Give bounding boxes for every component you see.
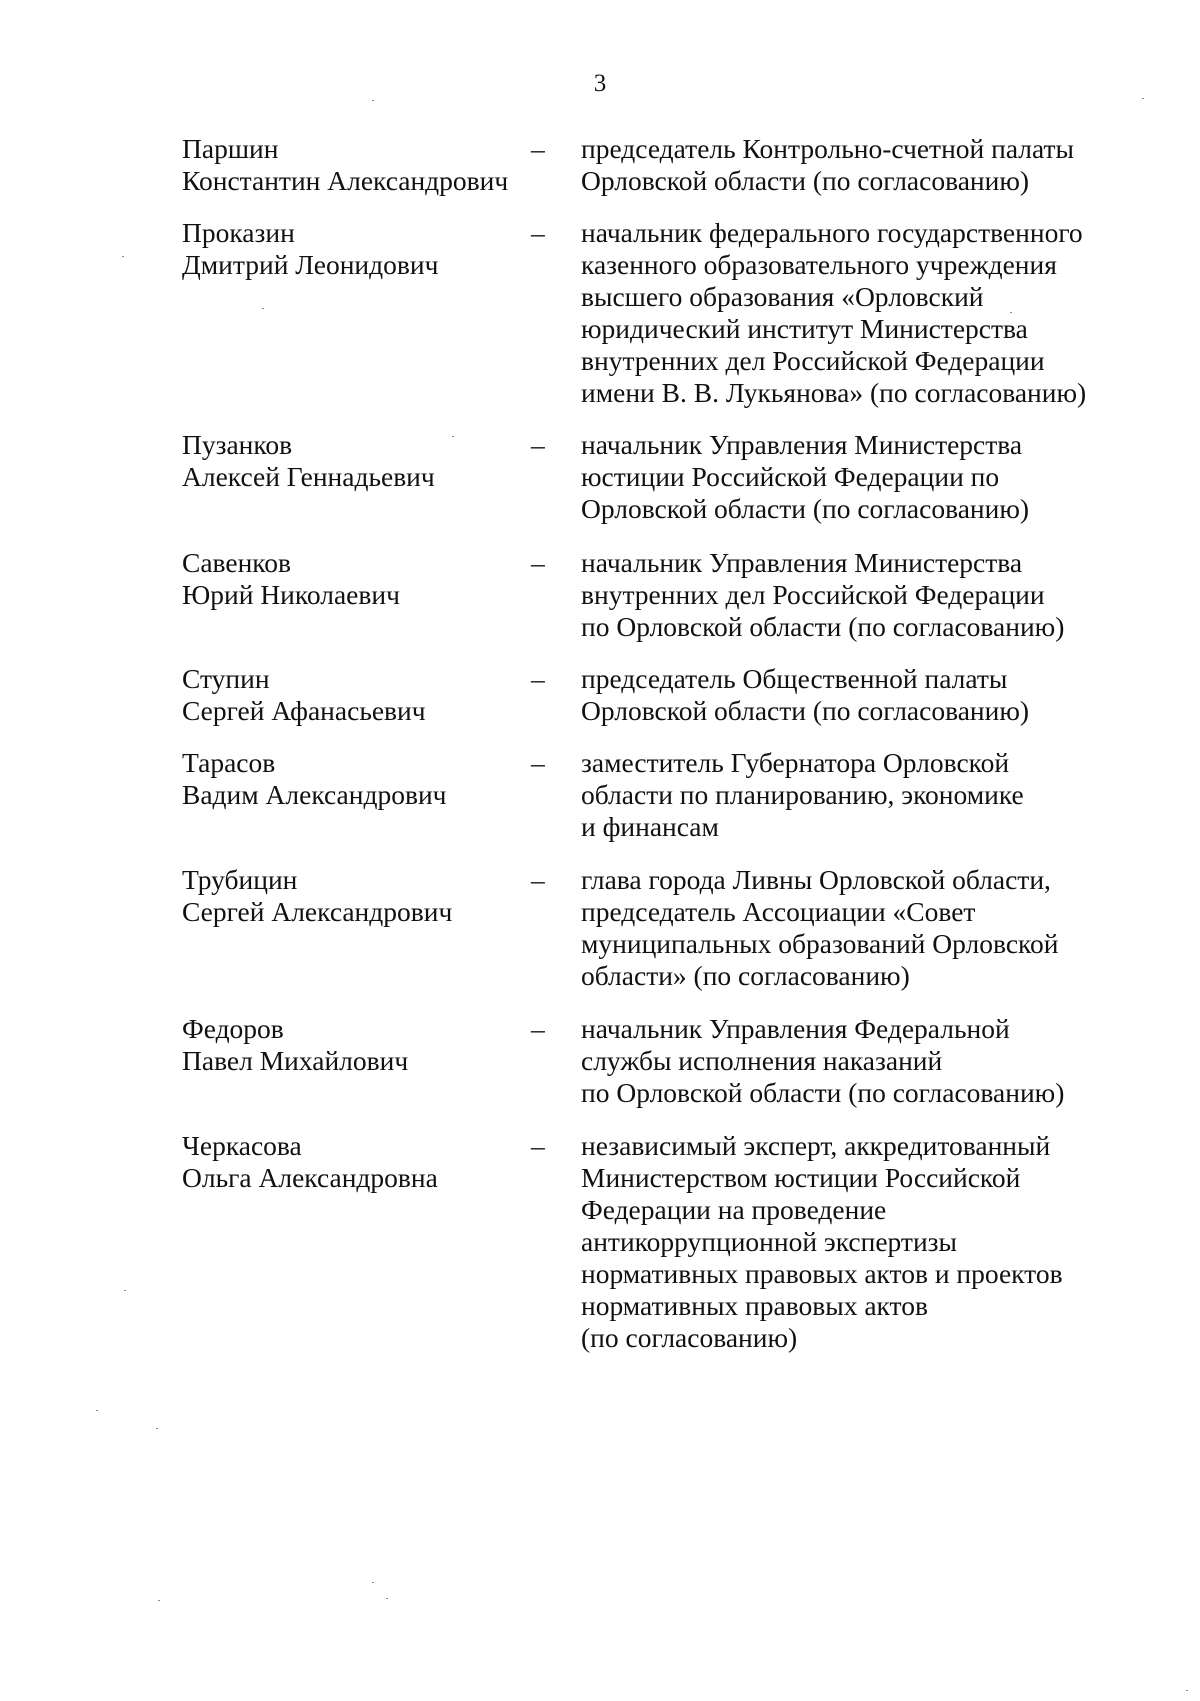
- dash-separator: –: [531, 663, 545, 694]
- position-line: антикоррупционной экспертизы: [581, 1226, 958, 1257]
- position-line: внутренних дел Российской Федерации: [581, 579, 1045, 610]
- scan-speck: [1010, 312, 1012, 313]
- member-position: [581, 747, 1121, 843]
- position-line: глава города Ливны Орловской области,: [581, 864, 1051, 895]
- position-line: и финансам: [581, 811, 719, 842]
- scan-speck: [262, 308, 264, 309]
- position-line: Орловской области (по согласованию): [581, 165, 1030, 196]
- dash-separator: –: [531, 429, 545, 460]
- member-given-names: Юрий Николаевич: [182, 579, 400, 610]
- member-given-names: Сергей Афанасьевич: [182, 695, 426, 726]
- member-surname: Паршин: [182, 133, 279, 164]
- scan-speck: [124, 1290, 126, 1291]
- scan-speck: [452, 436, 454, 437]
- member-name: [182, 217, 522, 281]
- position-line: Орловской области (по согласованию): [581, 493, 1030, 524]
- member-name: [182, 1013, 522, 1077]
- position-line: службы исполнения наказаний: [581, 1045, 943, 1076]
- dash-separator: –: [531, 547, 545, 578]
- position-line: заместитель Губернатора Орловской: [581, 747, 1010, 778]
- position-line: по Орловской области (по согласованию): [581, 611, 1065, 642]
- position-line: председатель Контрольно-счетной палаты: [581, 133, 1074, 164]
- list-item: [0, 747, 1200, 864]
- scan-speck: [158, 1600, 160, 1601]
- member-surname: Ступин: [182, 663, 270, 694]
- member-surname: Трубицин: [182, 864, 298, 895]
- member-given-names: Ольга Александровна: [182, 1162, 438, 1193]
- list-item: [0, 864, 1200, 1013]
- scan-speck: [1186, 1690, 1188, 1691]
- position-line: высшего образования «Орловский: [581, 281, 984, 312]
- member-position: [581, 547, 1121, 643]
- member-name: [182, 547, 522, 611]
- position-line: юстиции Российской Федерации по: [581, 461, 1000, 492]
- position-line: начальник Управления Министерства: [581, 429, 1023, 460]
- member-surname: Пузанков: [182, 429, 293, 460]
- position-line: Орловской области (по согласованию): [581, 695, 1030, 726]
- member-surname: Федоров: [182, 1013, 284, 1044]
- position-line: области по планированию, экономике: [581, 779, 1024, 810]
- member-name: [182, 133, 522, 197]
- position-line: нормативных правовых актов и проектов: [581, 1258, 1063, 1289]
- member-position: [581, 429, 1121, 525]
- dash-separator: –: [531, 1130, 545, 1161]
- position-line: начальник Управления Федеральной: [581, 1013, 1010, 1044]
- member-position: [581, 217, 1121, 409]
- member-surname: Проказин: [182, 217, 295, 248]
- position-line: по Орловской области (по согласованию): [581, 1077, 1065, 1108]
- member-given-names: Алексей Геннадьевич: [182, 461, 435, 492]
- member-surname: Савенков: [182, 547, 291, 578]
- member-given-names: Вадим Александрович: [182, 779, 447, 810]
- list-item: [0, 663, 1200, 747]
- scan-speck: [372, 100, 374, 101]
- position-line: председатель Общественной палаты: [581, 663, 1008, 694]
- member-position: [581, 864, 1121, 992]
- position-line: независимый эксперт, аккредитованный: [581, 1130, 1051, 1161]
- member-given-names: Константин Александрович: [182, 165, 509, 196]
- position-line: (по согласованию): [581, 1322, 798, 1353]
- position-line: муниципальных образований Орловской: [581, 928, 1059, 959]
- member-given-names: Сергей Александрович: [182, 896, 453, 927]
- member-surname: Черкасова: [182, 1130, 302, 1161]
- member-name: [182, 1130, 522, 1194]
- member-given-names: Павел Михайлович: [182, 1045, 409, 1076]
- member-position: [581, 133, 1121, 197]
- member-surname: Тарасов: [182, 747, 276, 778]
- scan-speck: [122, 256, 124, 257]
- position-line: Федерации на проведение: [581, 1194, 887, 1225]
- position-line: начальник Управления Министерства: [581, 547, 1023, 578]
- member-position: [581, 1013, 1121, 1109]
- member-name: [182, 747, 522, 811]
- position-line: Министерством юстиции Российской: [581, 1162, 1021, 1193]
- member-position: [581, 1130, 1121, 1354]
- scan-speck: [156, 1428, 158, 1429]
- member-given-names: Дмитрий Леонидович: [182, 249, 439, 280]
- position-line: начальник федерального государственного: [581, 217, 1083, 248]
- position-line: нормативных правовых актов: [581, 1290, 928, 1321]
- scan-speck: [386, 1598, 388, 1599]
- member-position: [581, 663, 1121, 727]
- page-number: 3: [593, 70, 607, 97]
- list-item: [0, 547, 1200, 663]
- position-line: председатель Ассоциации «Совет: [581, 896, 976, 927]
- dash-separator: –: [531, 864, 545, 895]
- position-line: казенного образовательного учреждения: [581, 249, 1057, 280]
- member-name: [182, 429, 522, 493]
- scan-speck: [372, 1582, 374, 1583]
- position-line: области» (по согласованию): [581, 960, 910, 991]
- dash-separator: –: [531, 1013, 545, 1044]
- member-list: [0, 133, 1200, 1360]
- position-line: юридический институт Министерства: [581, 313, 1028, 344]
- scan-speck: [1142, 98, 1144, 99]
- member-name: [182, 663, 522, 727]
- dash-separator: –: [531, 747, 545, 778]
- list-item: [0, 1013, 1200, 1130]
- dash-separator: –: [531, 133, 545, 164]
- list-item: [0, 1130, 1200, 1360]
- list-item: [0, 429, 1200, 547]
- dash-separator: –: [531, 217, 545, 248]
- position-line: имени В. В. Лукьянова» (по согласованию): [581, 377, 1087, 408]
- list-item: [0, 133, 1200, 217]
- member-name: [182, 864, 522, 928]
- list-item: [0, 217, 1200, 429]
- scan-speck: [96, 1410, 98, 1411]
- position-line: внутренних дел Российской Федерации: [581, 345, 1045, 376]
